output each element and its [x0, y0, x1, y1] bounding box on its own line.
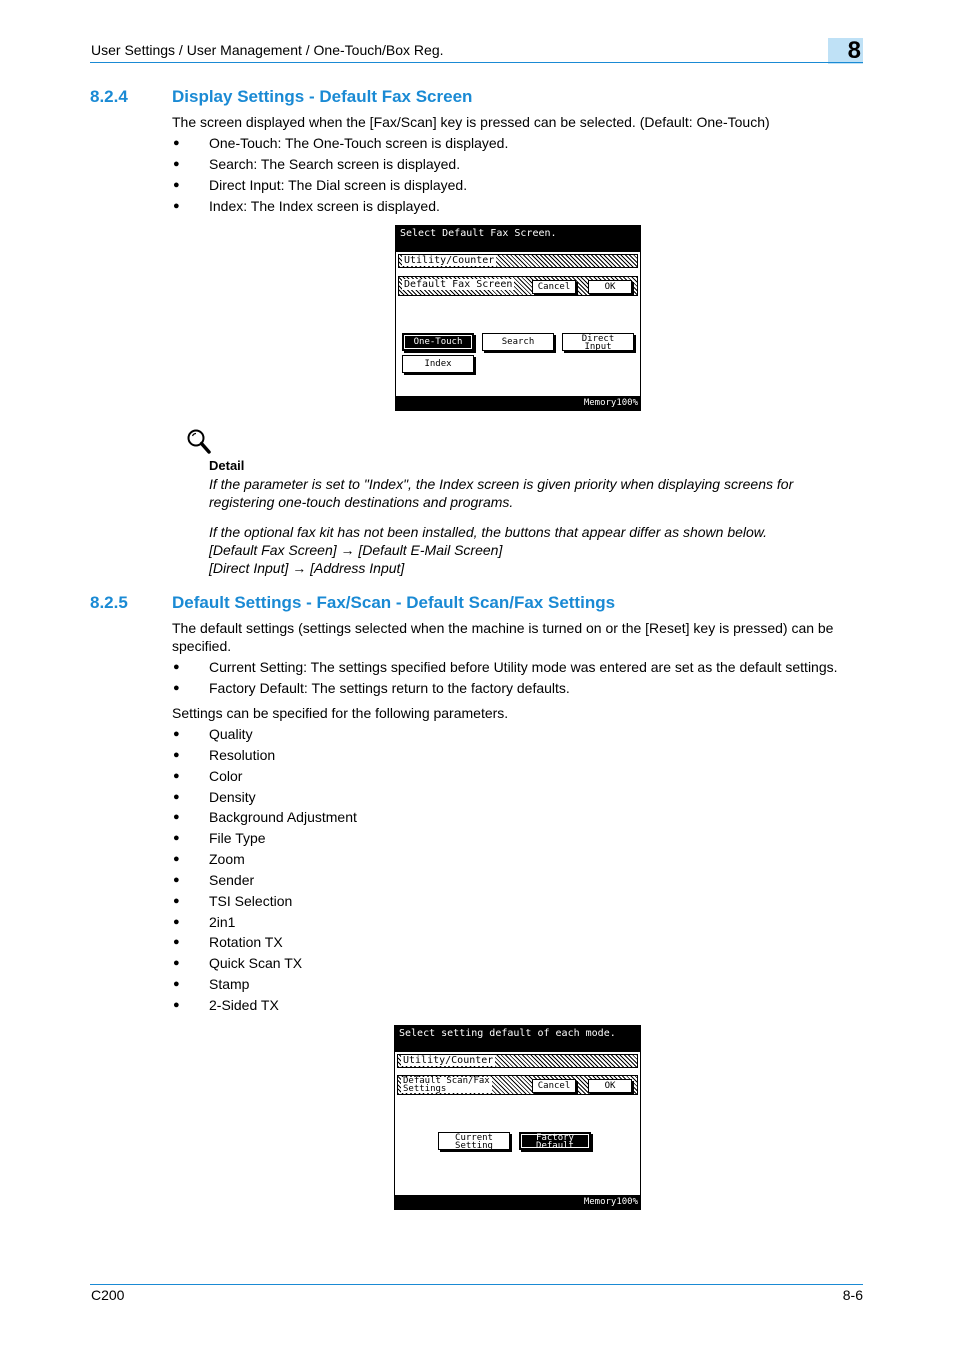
default-label: Default — [536, 1141, 574, 1151]
input-label: Input — [584, 342, 612, 352]
header-rule — [90, 62, 863, 63]
one-touch-button: One-Touch — [402, 333, 474, 351]
magnifier-icon — [186, 428, 212, 456]
footer-rule — [90, 1284, 863, 1285]
screen-message: Select setting default of each mode. — [395, 1026, 640, 1052]
direct-input-button — [562, 333, 634, 351]
bar-line: Settings — [403, 1084, 447, 1094]
fax-screen-illustration — [395, 225, 641, 411]
current-label: Current — [455, 1133, 493, 1143]
scan-fax-screen-illustration — [394, 1025, 641, 1210]
direct-label: Direct — [581, 334, 615, 344]
index-button: Index — [402, 355, 474, 373]
detail-line: If the optional fax kit has not been installed, the buttons that appear differ as shown below. — [209, 524, 768, 540]
detail-line: [Direct Input] → [Address Input] — [209, 560, 405, 576]
section-title-825: Default Settings - Fax/Scan - Default Scan/Fax Settings — [172, 593, 616, 612]
ok-button: OK — [588, 1079, 632, 1093]
current-setting-button — [438, 1132, 510, 1150]
detail-label: Detail — [209, 458, 245, 473]
bar-line: Default Scan/Fax — [403, 1076, 490, 1086]
detail-paragraph-2 — [209, 523, 767, 577]
chapter-number: 8 — [847, 37, 861, 64]
factory-label: Factory — [536, 1133, 574, 1143]
intro-824: The screen displayed when the [Fax/Scan] key is pressed can be selected. (Default: One-Touch) — [172, 114, 770, 130]
detail-paragraph-1: If the parameter is set to "Index", the Index screen is given priority when displaying screens for registering one-touch destinations and programs. — [209, 476, 794, 510]
section-number-825: 8.2.5 — [90, 593, 128, 612]
screen-bar-utility: Utility/Counter — [397, 1054, 638, 1068]
search-button: Search — [482, 333, 554, 351]
footer-model: C200 — [91, 1287, 125, 1303]
screen-bar-utility: Utility/Counter — [398, 254, 638, 268]
section-title-824: Display Settings - Default Fax Screen — [172, 87, 473, 106]
screen-bar-default-fax: Default Fax Screen — [398, 276, 638, 296]
params-intro: Settings can be specified for the following parameters. — [172, 705, 509, 721]
intro-825: The default settings (settings selected when the machine is turned on or the [Reset] key is pressed) can be specified. — [172, 620, 834, 654]
ok-button: OK — [588, 280, 632, 294]
cancel-button: Cancel — [532, 280, 576, 294]
footer-page-number: 8-6 — [842, 1287, 863, 1303]
cancel-button: Cancel — [532, 1079, 576, 1093]
memory-indicator: Memory100% — [396, 396, 640, 410]
detail-line: [Default Fax Screen] → [Default E-Mail Screen] — [209, 542, 503, 558]
factory-default-button — [519, 1132, 591, 1150]
setting-label: Setting — [455, 1141, 493, 1151]
screen-message: Select Default Fax Screen. — [396, 226, 640, 252]
running-header: User Settings / User Management / One-Touch/Box Reg. — [91, 42, 444, 58]
section-number-824: 8.2.4 — [90, 87, 128, 106]
memory-indicator: Memory100% — [395, 1195, 640, 1209]
